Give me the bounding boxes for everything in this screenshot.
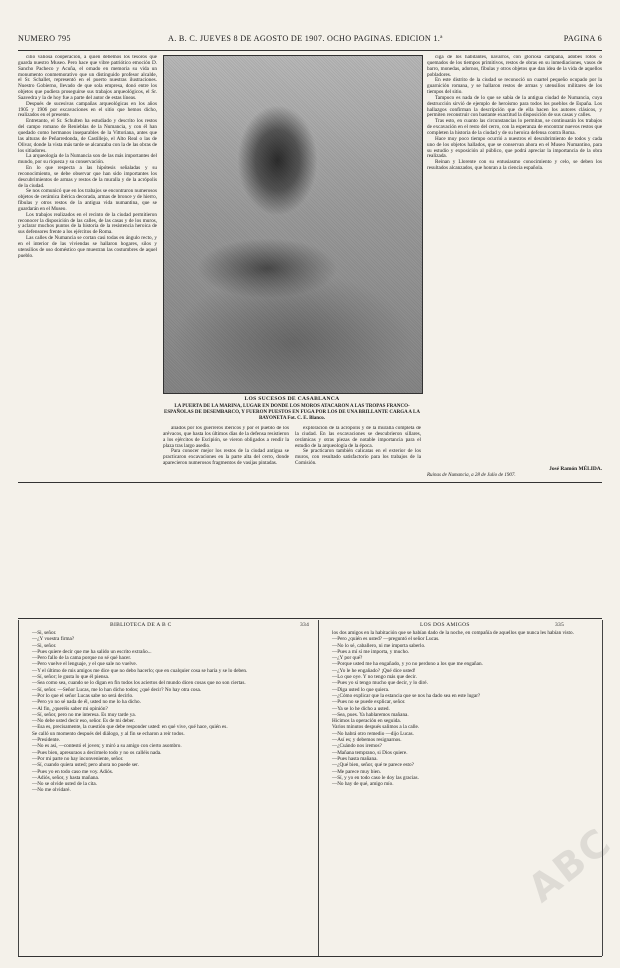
photo-title: LOS SUCESOS DE CASABLANCA <box>244 396 340 402</box>
serial-line: —Y el último de mis amigos me dice que no debo hacerlo; que en cualquier cosa se haría y se lo deben. <box>32 667 248 674</box>
paragraph: En lo que respecta a las hipótesis señaladas y su reconocimiento, se debe observar que han sido importantes los descubrimientos de armas y restos de la muralla y de la acrópolis de la ciudad. <box>18 165 157 189</box>
paragraph: Las calles de Numancia se cortan casi todas en ángulo recto, y en el interior de las viviendas se hallaron hogares, silos y utensilios de uso doméstico que muestran las costumbres de aquel pueblo. <box>18 235 157 259</box>
serial-line: —Ya se lo he dicho a usted. <box>332 705 390 712</box>
dateline: A. B. C. JUEVES 8 DE AGOSTO DE 1907. OCHO PAGINAS. EDICION 1.ª <box>168 34 443 43</box>
serial-line: —No me olvidaré. <box>32 787 71 794</box>
serial-line: —¿Qué bien, señor, qué te parece esto? <box>332 762 414 769</box>
signature-place: Ruinas de Numancia, a 28 de Julio de 1907. <box>427 473 516 478</box>
paragraph: Tampoco es nada de lo que se sabía de la antigua ciudad de Numancia, cuya destrucción sirvió de ejemplo de heroísmo para todos los pueblos de España. Los hallazgos confirman la descripción que de ella hacen los autores clásicos, y permiten reconstruir con bastante exactitud la disposición de sus casas y calles. <box>427 94 602 119</box>
paragraph: Tras esto, en cuanto las circunstancias lo permitan, se continuarán los trabajos de excavación en el resto del cerro, con la esperanza de encontrar nuevos restos que completen la historia de la ciudad y de su heroica defensa contra Roma. <box>427 118 602 136</box>
serial-line: —Me parece muy bien. <box>332 768 381 775</box>
serial-line: —Mañana temprano, si Dios quiere. <box>332 749 408 756</box>
serial-line: los dos amigos en la habitación que se habían dado de la noche, en compañía de aquellos que nunca les habían visto. <box>332 630 574 636</box>
serial-line: —No hay de qué, amigo mío. <box>332 781 394 788</box>
photo-caption: LA PUERTA DE LA MARINA, LUGAR EN DONDE LOS MOROS ATACARON A LAS TROPAS FRANCO-ESPAÑOLAS DE DESEMBARCO, Y FUERON PUESTOS EN FUGA POR LOS DE UNA BRILLANTE CARGA A LA BAYONETA Fot. C. E. Blanco. <box>164 404 420 421</box>
serial-line: —Adiós, señor, y hasta mañana. <box>32 774 100 781</box>
serial-line: —Presidente. <box>32 737 61 744</box>
serial-line: Varios minutos después salimos a la calle. <box>332 724 420 731</box>
serial-line: —Por mi parte no hay inconveniente, señor. <box>32 755 124 762</box>
article-bottom-rule <box>18 482 602 483</box>
paragraph: aliados por los guerreros ibéricos y por el pueblo de los arévacos, que hasta los últimos días de la defensa resistieron a los ejércitos de Escipión, se vieron obligados a rendir la plaza tras largo asedio. <box>163 426 289 449</box>
serial-line: —Pues no se puede explicar, señor. <box>332 699 406 706</box>
paragraph: Después de sucesivas campañas arqueológicas en los años 1905 y 1906 por excavaciones en el sitio que hemos dicho, realizados en el presente. <box>18 100 157 119</box>
serial-line: —¿Yo le he engañado? ¡Qué dice usted! <box>332 667 416 674</box>
serial-line: —¿Y por qué? <box>332 655 363 662</box>
serial-line: —No habrá otro remedio —dijo Lucas. <box>332 730 414 737</box>
serial-line: —Por lo que el señor Lucas sabe no será decirlo. <box>32 692 134 699</box>
serial-line: Se calló un momento después del diálogo, y al fin se echaron a reír todos. <box>32 730 185 737</box>
paragraph: Para conocer mejor los restos de la ciudad antigua se practicaron excavaciones en la parte alta del cerro, donde aparecieron numerosos fragmentos de vasijas pintadas. <box>163 448 289 467</box>
serial-line: —Pues quiere decir que me ha salido un escrito extraño... <box>32 648 152 655</box>
paragraph: En este distrito de la ciudad se reconoció un cuartel pequeño ocupado por la guarnición romana, y se hallaron restos de armas y utensilios militares de los tiempos del sitio. <box>427 77 602 96</box>
serial-line: —Pero fallo de la cama porque no sé qué hacer. <box>32 655 132 662</box>
article-column-mid-a <box>163 426 289 476</box>
serial-line: —Diga usted lo que quiera. <box>332 686 390 693</box>
serial-top-rule <box>18 618 602 619</box>
article-column-right <box>427 55 602 465</box>
serial-line: —Pero vuelve el lenguaje, y el que sale no vuelve. <box>32 661 138 668</box>
article-column-mid-b <box>295 426 421 476</box>
serial-line: Hicimos la operación en seguida. <box>332 718 402 725</box>
serial-column-left <box>24 630 312 956</box>
paragraph: ciga de los habitantes, navarros, con gloriosa campaña, adobes rotos o quemados de los tiempos primitivos, restos de obras en su inmediaciones, vasos de barro, monedas, adornos, fíbulas y otros objetos que dan idea de la vida de aquellos pobladores. <box>427 55 602 78</box>
paragraph: Reinan y Llorente con su entusiasmo conocimiento y celo, se deben los resultados alcanzados, que honran a la ciencia española. <box>427 159 602 172</box>
serial-line: —Sea, pues. Ya hablaremos mañana. <box>332 711 409 718</box>
serial-line: —¿Y vuestra firma? <box>32 636 75 643</box>
serial-right-page: 335 <box>555 622 565 628</box>
serial-line: —Sí, señor. —Señor Lucas, me lo han dicho todos; ¿qué decir? No hay otra cosa. <box>32 686 202 693</box>
paragraph: La arqueología de la Numancia son de las más importantes del mundo, por su riqueza y su conservación. <box>18 153 157 166</box>
serial-left-header: BIBLIOTECA DE A B C <box>110 622 172 628</box>
paragraph: Se practicaron también calicatas en el exterior de los muros, con resultado satisfactorio para los trabajos de la Comisión. <box>295 448 421 467</box>
serial-line: —No lo sé, caballero, ni me importa saberlo. <box>332 642 426 649</box>
serial-line: —Así es; y debemos resignarnos. <box>332 737 402 744</box>
article-signature: José Ramón MÉLIDA. <box>549 466 602 472</box>
serial-line: —Pero ¿quién es usted? —preguntó el señor Lucas. <box>332 636 440 643</box>
serial-line: —¿Cómo explicar que la estancia que se nos ha dado sea en este lugar? <box>332 692 481 699</box>
serial-border-left <box>18 620 19 956</box>
serial-border-right <box>602 620 603 956</box>
serial-line: —Pues yo en todo caso me voy. Adiós. <box>32 768 114 775</box>
serial-line: —Lo que oye. Y no tengo más que decir. <box>332 674 417 681</box>
serial-line: —Pues yo sí tengo mucho que decir, y lo diré. <box>332 680 428 687</box>
abc-watermark: ABC <box>520 819 620 911</box>
serial-line: —Sí, cuando quiera usted; pero ahora no puede ser. <box>32 762 139 769</box>
paragraph: Entretanto, el Sr. Schulten ha estudiado y descrito los restos del campo romano de Renieblas de la Numancia, y con él han quedado como hermanos inseparables de la Vittoriana, antes que las alturas de Peñarredonda, de Castillejo, el Alto Real o las de Olivar, donde la vista más tarde se alcanzaba con la de las obras de los sitiadores. <box>18 118 157 154</box>
serial-line: —No se olvide usted de la cita. <box>32 781 97 788</box>
paragraph: exploración de la acrópolis y de la muralla completa de la ciudad. En las excavaciones se descubrieron sillares, cerámicas y otras piezas de notable importancia para el estudio de la arqueología de la época. <box>295 426 421 449</box>
serial-line: —¿Cuándo nos iremos? <box>332 743 382 750</box>
serial-line: —No debe usted decir eso, señor. Es de mi deber. <box>32 718 135 725</box>
header-rule <box>18 50 602 51</box>
paragraph: cilio valiosa cooperación, a quien debemos los tesoros que guarda nuestro Museo. Pero hace que vibre patriótico emoción D. Sancho Pacheco y Acuña, el ornado en memoria su vida un monumento conmemorativo que un distinguido profesor alcalde, el Sr. Schallet, representó en el puerto nuestras ilustraciones. Nuestro Gobierno, llevado de que sola empresa, donó entre los objetos que pudiera proseguirse sus trabajos arqueológicos, el Sr. Saavedra y la de hoy fue a parte del autor de estas líneas. <box>18 55 157 101</box>
serial-column-right <box>324 630 596 956</box>
serial-line: —Sí, y yo en todo caso le doy las gracias. <box>332 774 419 781</box>
serial-line: —Pues hasta mañana. <box>332 755 378 762</box>
page-header <box>18 34 602 48</box>
serial-line: —Esa es, precisamente, la cuestión que debe responder usted: en qué vive, qué hace, quién es. <box>32 724 228 731</box>
serial-line: —No es así, —contestó el joven; y miró a su amigo con cierto asombro. <box>32 743 182 750</box>
serial-line: —Sí, señor, pero no me interesa. Es muy tarde ya. <box>32 711 136 718</box>
issue-number: NUMERO 795 <box>18 34 71 43</box>
serial-line: —Al fin, ¿queréis saber mi opinión? <box>32 705 108 712</box>
serial-line: —Porque usted me ha engañado, y yo no perdono a los que me engañan. <box>332 661 483 668</box>
serial-line: —Sea como sea, cuando se lo digan en fin todos los aciertos del mundo dicen cosas que no son ciertas. <box>32 680 246 687</box>
serial-line: —Pues bien, apresuraos a decírmelo todo y no os calléis nada. <box>32 749 162 756</box>
page-number: PAGINA 6 <box>563 34 602 43</box>
serial-line: —Si, señor. <box>32 630 57 636</box>
serial-bottom-rule <box>18 956 602 957</box>
serial-right-header: LOS DOS AMIGOS <box>420 622 470 628</box>
article-column-left <box>18 55 157 475</box>
serial-divider <box>318 620 319 956</box>
serial-line: —Pero yo no sé nada de él, usted no me lo ha dicho. <box>32 699 141 706</box>
paragraph: Los trabajos realizados en el recinto de la ciudad permitieron reconocer la disposición de las calles, de las casas y de los muros, y aclarar muchos puntos de la historia de la resistencia heroica de sus defensores frente a los ejércitos de Roma. <box>18 211 157 236</box>
paragraph: Se nos comunicó que en los trabajos se encontraron numerosos objetos de cerámica ibérica decorada, armas de bronce y de hierro, fíbulas y otros restos de la antigua vida numantina, que se guardarán en el Museo. <box>18 188 157 212</box>
serial-left-page: 334 <box>300 622 310 628</box>
serial-line: —Pues a mí sí me importa, y mucho. <box>332 648 410 655</box>
news-photo <box>163 55 423 394</box>
paragraph: Hace muy poco tiempo ocurrió a nuestros el descubrimiento de todos y cada uno de los objetos hallados, que se conservan ahora en el Museo Numantino, para su estudio y exposición al público, que podrá apreciar la importancia de la obra realizada. <box>427 135 602 160</box>
serial-line: —Si, señor. <box>32 642 57 649</box>
serial-line: —Sí, señor; le gusta lo que él piensa. <box>32 674 110 681</box>
